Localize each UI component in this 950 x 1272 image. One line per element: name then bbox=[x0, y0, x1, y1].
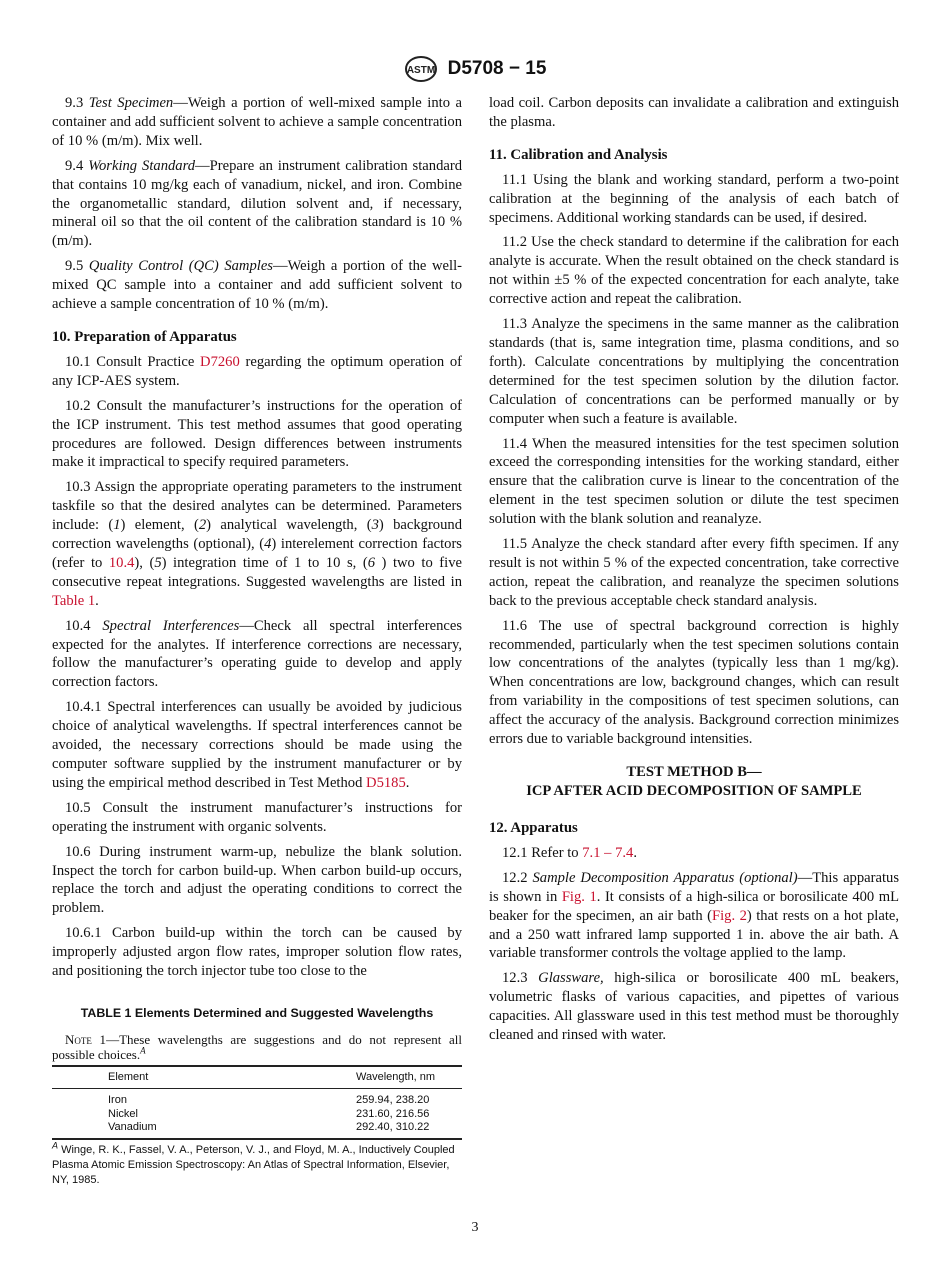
italic-term: 4 bbox=[264, 536, 272, 553]
italic-term: 5 bbox=[154, 554, 162, 571]
cross-reference-link[interactable]: 10.4 bbox=[108, 554, 135, 571]
section-heading bbox=[489, 146, 899, 165]
paragraph bbox=[52, 397, 462, 473]
paragraph bbox=[52, 698, 462, 793]
text: TEST METHOD B— bbox=[626, 764, 762, 780]
text: 11.1 Using the blank and working standard, perform a two-point calibration at the beginning of the analysis of each batch of specimens. Additional working standards can be used, if desired. bbox=[489, 171, 899, 226]
text: . bbox=[633, 844, 637, 861]
left-column bbox=[52, 94, 462, 987]
footnote-text: Winge, R. K., Fassel, V. A., Peterson, V. J., and Floyd, M. A., Inductively Coupled Plasma Atomic Emission Spectroscopy: An Atlas of Spectral Information, Elsevier, NY, 1985. bbox=[52, 1143, 455, 1186]
text: 10.1 Consult Practice bbox=[65, 353, 201, 370]
table-1 bbox=[52, 1006, 462, 1188]
table-header-row bbox=[52, 1066, 462, 1089]
text: ), ( bbox=[134, 554, 155, 571]
text: 11.3 Analyze the specimens in the same manner as the calibration standards (that is, same integration time, plasma conditions, and so forth). Calculate concentrations by multiplying the concentration determined for the test specimen solution by the dilution factor. Calculation of concentrations can be performed manually or by computer when such a feature is available. bbox=[489, 316, 899, 427]
text: ICP AFTER ACID DECOMPOSITION OF SAMPLE bbox=[526, 783, 862, 799]
text: 11.4 When the measured intensities for the test specimen solution exceed the corresponding intensities for the working standard, either ensure that the calibration curve is linear to the concentration of the element in the test specimen solution or dilute the test specimen solution with the blank solution and reanalyze. bbox=[489, 435, 899, 528]
text: ) that rests on a hot plate, and a 250 watt infrared lamp supported 1 in. above the air bath. A variable transformer controls the voltage applied to the lamp. bbox=[489, 907, 900, 962]
table-note bbox=[52, 1032, 462, 1062]
note-sup: A bbox=[140, 1045, 146, 1056]
italic-term: 6 bbox=[367, 554, 375, 571]
cell-wavelength: 292.40, 310.22 bbox=[356, 1121, 430, 1133]
italic-term: Spectral Interferences bbox=[102, 617, 240, 634]
cross-reference-link[interactable]: Table 1 bbox=[52, 592, 96, 609]
cross-reference-link[interactable]: D7260 bbox=[200, 353, 240, 370]
paragraph-continued bbox=[489, 94, 899, 132]
table-row bbox=[52, 1089, 462, 1108]
text: 9.5 bbox=[65, 258, 89, 275]
italic-term: 1 bbox=[113, 517, 121, 534]
text: 10.6.1 Carbon build-up within the torch can be caused by improperly adjusted argon flow rates, improper solution flow rates, and positioning the torch injector tube too close to the bbox=[52, 925, 462, 980]
paragraph bbox=[489, 617, 899, 749]
cross-reference-link[interactable]: D5185 bbox=[366, 774, 406, 791]
paragraph bbox=[489, 171, 899, 228]
cross-reference-link[interactable]: 7.1 – 7.4 bbox=[582, 844, 634, 861]
paragraph bbox=[489, 315, 899, 428]
text: 10.5 Consult the instrument manufacturer’s instructions for operating the instrument with organic solvents. bbox=[52, 799, 462, 835]
text: —Weigh a portion of the well-mixed QC sample into a container and add sufficient solvent to achieve a sample concentration of 10 % (m/m). bbox=[52, 258, 462, 313]
paragraph bbox=[52, 257, 462, 314]
note-text: —These wavelengths are suggestions and do not represent all possible choices. bbox=[52, 1032, 462, 1062]
right-column bbox=[489, 94, 899, 1051]
paragraph bbox=[489, 435, 899, 530]
text: 10.4.1 Spectral interferences can usually be avoided by judicious choice of analytical wavelengths. If spectral interferences cannot be avoided, the necessary corrections should be made using the computer software supplied by the instrument manufacturer or by using the empirical method described in Test Method bbox=[52, 699, 462, 791]
text: 10.3 Assign the appropriate operating parameters to the instrument taskfile so that the desired analytes can be determined. Parameters include: ( bbox=[52, 479, 462, 534]
text: —Prepare an instrument calibration standard that contains 10 mg/kg each of vanadium, nickel, and iron. Combine the organometallic standard, dilution solvent and, if necessary, mineral oil so that the oil content of the calibration standard is 10 % (m/m). bbox=[52, 157, 462, 250]
text: 10. Preparation of Apparatus bbox=[52, 328, 237, 345]
text: ) integration time of 1 to 10 s, ( bbox=[161, 554, 368, 571]
paragraph bbox=[489, 844, 899, 863]
table-row bbox=[52, 1121, 462, 1139]
italic-term: 3 bbox=[371, 517, 379, 534]
section-heading bbox=[52, 328, 462, 347]
text: 10.4 bbox=[65, 617, 103, 634]
cell-wavelength: 231.60, 216.56 bbox=[356, 1107, 430, 1120]
cell-element: Nickel bbox=[108, 1107, 138, 1120]
paragraph bbox=[489, 233, 899, 309]
italic-term: Sample Decomposition Apparatus (optional) bbox=[532, 869, 798, 886]
paragraph bbox=[52, 617, 462, 693]
text: high-silica or borosilicate 400 mL beakers, volumetric flasks of various capacities, and pipettes of various capacities. All glassware used in this test method must be thoroughly cleaned and rinsed with water. bbox=[489, 970, 900, 1044]
italic-term: Test Specimen bbox=[88, 95, 174, 111]
table-title: TABLE 1 Elements Determined and Suggested Wavelengths bbox=[80, 1006, 434, 1020]
paragraph bbox=[52, 157, 462, 252]
text: —This apparatus is shown in bbox=[489, 869, 900, 905]
text: 10.2 Consult the manufacturer’s instructions for the operation of the ICP instrument. This test method assumes that good operating procedures are followed. Design differences between instruments make it impractical to specify required parameters. bbox=[52, 397, 462, 471]
text: . bbox=[405, 774, 410, 791]
text: ) background correction wavelengths (optional), ( bbox=[52, 517, 462, 553]
section-heading bbox=[489, 819, 899, 838]
document-designation: D5708 − 15 bbox=[447, 58, 547, 79]
astm-logo-icon bbox=[404, 56, 438, 82]
paragraph bbox=[489, 535, 899, 611]
text: ) interelement correction factors (refer to bbox=[52, 536, 462, 571]
text: load coil. Carbon deposits can invalidate a calibration and extinguish the plasma. bbox=[489, 95, 899, 130]
paragraph bbox=[489, 869, 899, 964]
page-number: 3 bbox=[471, 1220, 479, 1235]
header-element: Element bbox=[108, 1071, 149, 1083]
italic-term: Glassware, bbox=[538, 970, 604, 987]
text: ) analytical wavelength, ( bbox=[206, 517, 372, 534]
page-header bbox=[0, 56, 950, 82]
text: 11. Calibration and Analysis bbox=[489, 146, 668, 163]
text: ) element, ( bbox=[120, 517, 199, 534]
paragraph bbox=[52, 94, 462, 151]
method-heading bbox=[489, 763, 899, 801]
italic-term: Quality Control (QC) Samples bbox=[88, 258, 273, 275]
text: 11.5 Analyze the check standard after every fifth specimen. If any result is not within 5 % of the expected concentration, take corrective action, repeat the calibration, and reanalyze the specimen solutions back to the previous acceptable check standard analysis. bbox=[489, 536, 899, 609]
paragraph bbox=[52, 843, 462, 919]
paragraph bbox=[489, 969, 899, 1045]
text: 12.1 Refer to bbox=[502, 844, 583, 861]
cell-element: Iron bbox=[108, 1094, 127, 1106]
cell-element: Vanadium bbox=[108, 1121, 157, 1133]
text: 10.6 During instrument warm-up, nebulize the blank solution. Inspect the torch for carbon build-up. When carbon build-up occurs, replace the torch and adjust the operating conditions to correct the problem. bbox=[52, 843, 462, 917]
text: 11.2 Use the check standard to determine if the calibration for each analyte is accurate. When the result obtained on the check standard is not within ±5 % of the expected concentration for each analyte, take corrective action and repeat the calibration. bbox=[489, 234, 899, 308]
paragraph bbox=[52, 924, 462, 981]
paragraph bbox=[52, 478, 462, 610]
table-footnote bbox=[52, 1139, 462, 1188]
text: ) two to five consecutive repeat integrations. Suggested wavelengths are listed in bbox=[52, 554, 462, 590]
text: 12. Apparatus bbox=[489, 820, 578, 836]
text: 9.4 bbox=[65, 157, 89, 174]
cross-reference-link[interactable]: Fig. 1 bbox=[561, 888, 597, 905]
text: . It consists of a high-silica or borosilicate 400 mL beaker for the specimen, an air bath ( bbox=[489, 888, 900, 924]
svg-text:ASTM: ASTM bbox=[406, 65, 435, 76]
text: . bbox=[95, 592, 99, 609]
text: 11.6 The use of spectral background correction is highly recommended, particularly when the test specimen solutions contain low concentrations of the analytes (typically less than 1 mg/kg). When concentrations are low, background changes, which can result from variability in the compositions of test specimen solutions, can affect the accuracy of the analysis. Background correction minimizes errors due to variable background intensities. bbox=[489, 617, 899, 748]
italic-term: Working Standard bbox=[88, 157, 196, 174]
paragraph bbox=[52, 799, 462, 837]
table-row bbox=[52, 1108, 462, 1122]
text: 12.3 bbox=[502, 970, 539, 987]
header-wavelength: Wavelength, nm bbox=[356, 1071, 436, 1083]
text: 12.2 bbox=[502, 869, 533, 886]
italic-term: 2 bbox=[198, 517, 207, 534]
cross-reference-link[interactable]: Fig. 2 bbox=[712, 907, 747, 924]
cell-wavelength: 259.94, 238.20 bbox=[356, 1094, 430, 1106]
note-label: Note 1 bbox=[65, 1032, 107, 1047]
paragraph bbox=[52, 353, 462, 391]
footnote-mark: A bbox=[52, 1139, 59, 1150]
text: regarding the optimum operation of any ICP-AES system. bbox=[52, 353, 462, 389]
wavelength-table bbox=[52, 1065, 462, 1140]
text: —Weigh a portion of well-mixed sample into a container and add sufficient solvent to achieve a sample concentration of 10 % (m/m). Mix well. bbox=[52, 95, 463, 149]
text: 9.3 bbox=[65, 95, 89, 111]
text: —Check all spectral interferences expected for the analytes. If interference corrections are necessary, follow the manufacturer’s operating guide to develop and apply correction factors. bbox=[52, 617, 462, 691]
